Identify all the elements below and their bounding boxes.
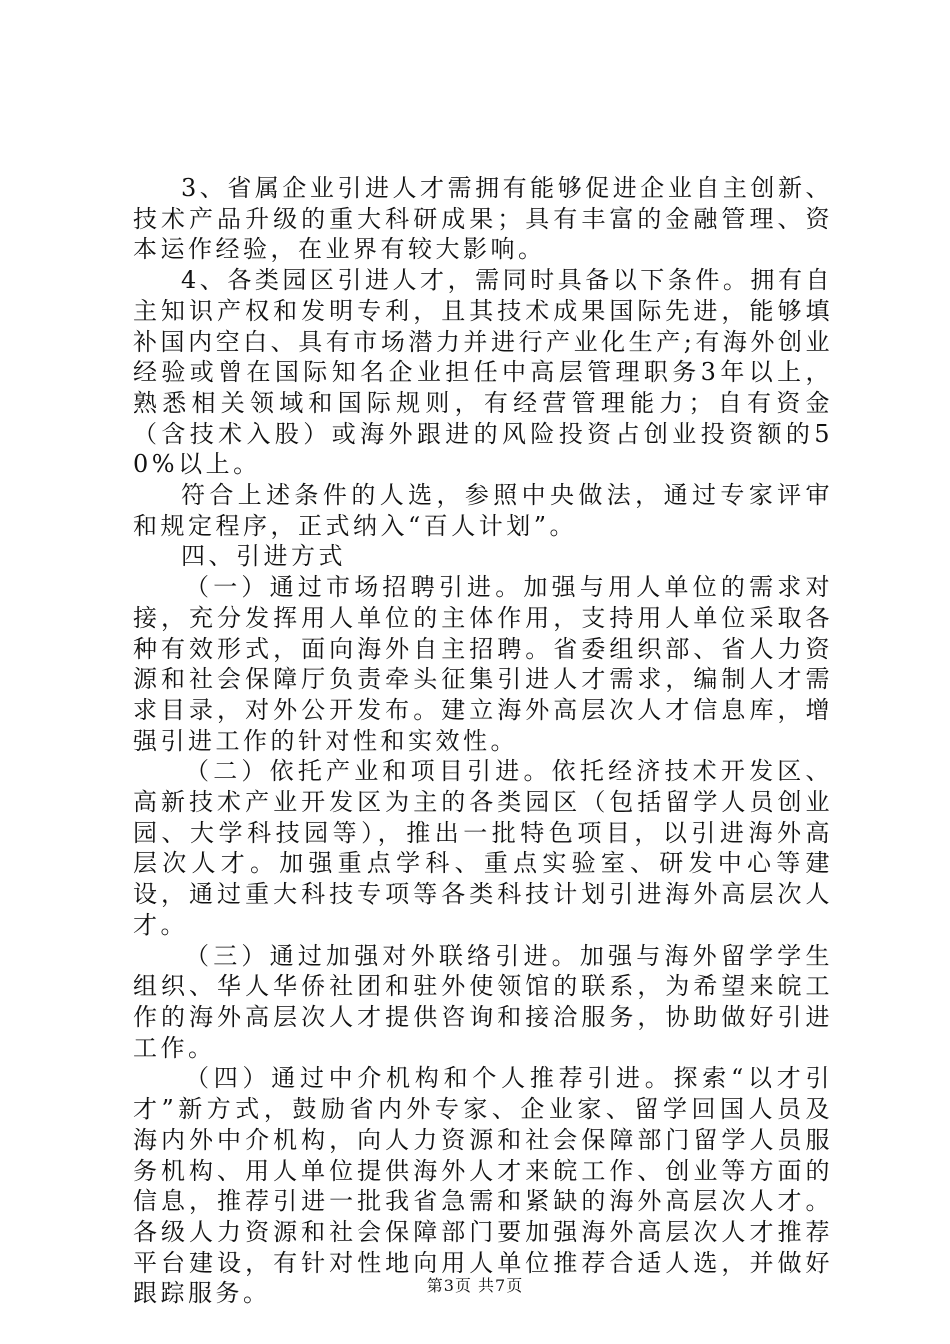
paragraph-method-1: （一）通过市场招聘引进。加强与用人单位的需求对接，充分发挥用人单位的主体作用，支持用人单位采取各种有效形式，面向海外自主招聘。省委组织部、省人力资源和社会保障厅负责牵头征集引进人才需求，编制人才需求目录，对外公开发布。建立海外高层次人才信息库，增强引进工作的针对性和实效性。: [133, 573, 833, 755]
paragraph-method-4: （四）通过中介机构和个人推荐引进。探索“以才引才”新方式，鼓励省内外专家、企业家、留学回国人员及海内外中介机构，向人力资源和社会保障部门留学人员服务机构、用人单位提供海外人才来皖工作、创业等方面的信息，推荐引进一批我省急需和紧缺的海外高层次人才。各级人力资源和社会保障部门要加强海外高层次人才推荐平台建设，有针对性地向用人单位推荐合适人选，并做好跟踪服务。: [133, 1064, 833, 1308]
section-heading: 四、引进方式: [181, 542, 346, 571]
document-body: [133, 173, 833, 1309]
paragraph-summary: 符合上述条件的人选，参照中央做法，通过专家评审和规定程序，正式纳入“百人计划”。: [133, 481, 833, 540]
paragraph-item-3: 3、省属企业引进人才需拥有能够促进企业自主创新、技术产品升级的重大科研成果；具有丰富的金融管理、资本运作经验，在业界有较大影响。: [133, 174, 833, 264]
page-number: 第3页 共7页: [426, 1276, 524, 1295]
paragraph-method-3: （三）通过加强对外联络引进。加强与海外留学学生组织、华人华侨社团和驻外使领馆的联系，为希望来皖工作的海外高层次人才提供咨询和接洽服务，协助做好引进工作。: [133, 941, 833, 1062]
paragraph-item-4: 4、各类园区引进人才，需同时具备以下条件。拥有自主知识产权和发明专利，且其技术成果国际先进，能够填补国内空白、具有市场潜力并进行产业化生产;有海外创业经验或曾在国际知名企业担任中高层管理职务3年以上，熟悉相关领域和国际规则，有经营管理能力；自有资金（含技术入股）或海外跟进的风险投资占创业投资额的50%以上。: [133, 266, 833, 479]
paragraph-method-2: （二）依托产业和项目引进。依托经济技术开发区、高新技术产业开发区为主的各类园区（包括留学人员创业园、大学科技园等），推出一批特色项目，以引进海外高层次人才。加强重点学科、重点实验室、研发中心等建设，通过重大科技专项等各类科技计划引进海外高层次人才。: [133, 757, 833, 939]
